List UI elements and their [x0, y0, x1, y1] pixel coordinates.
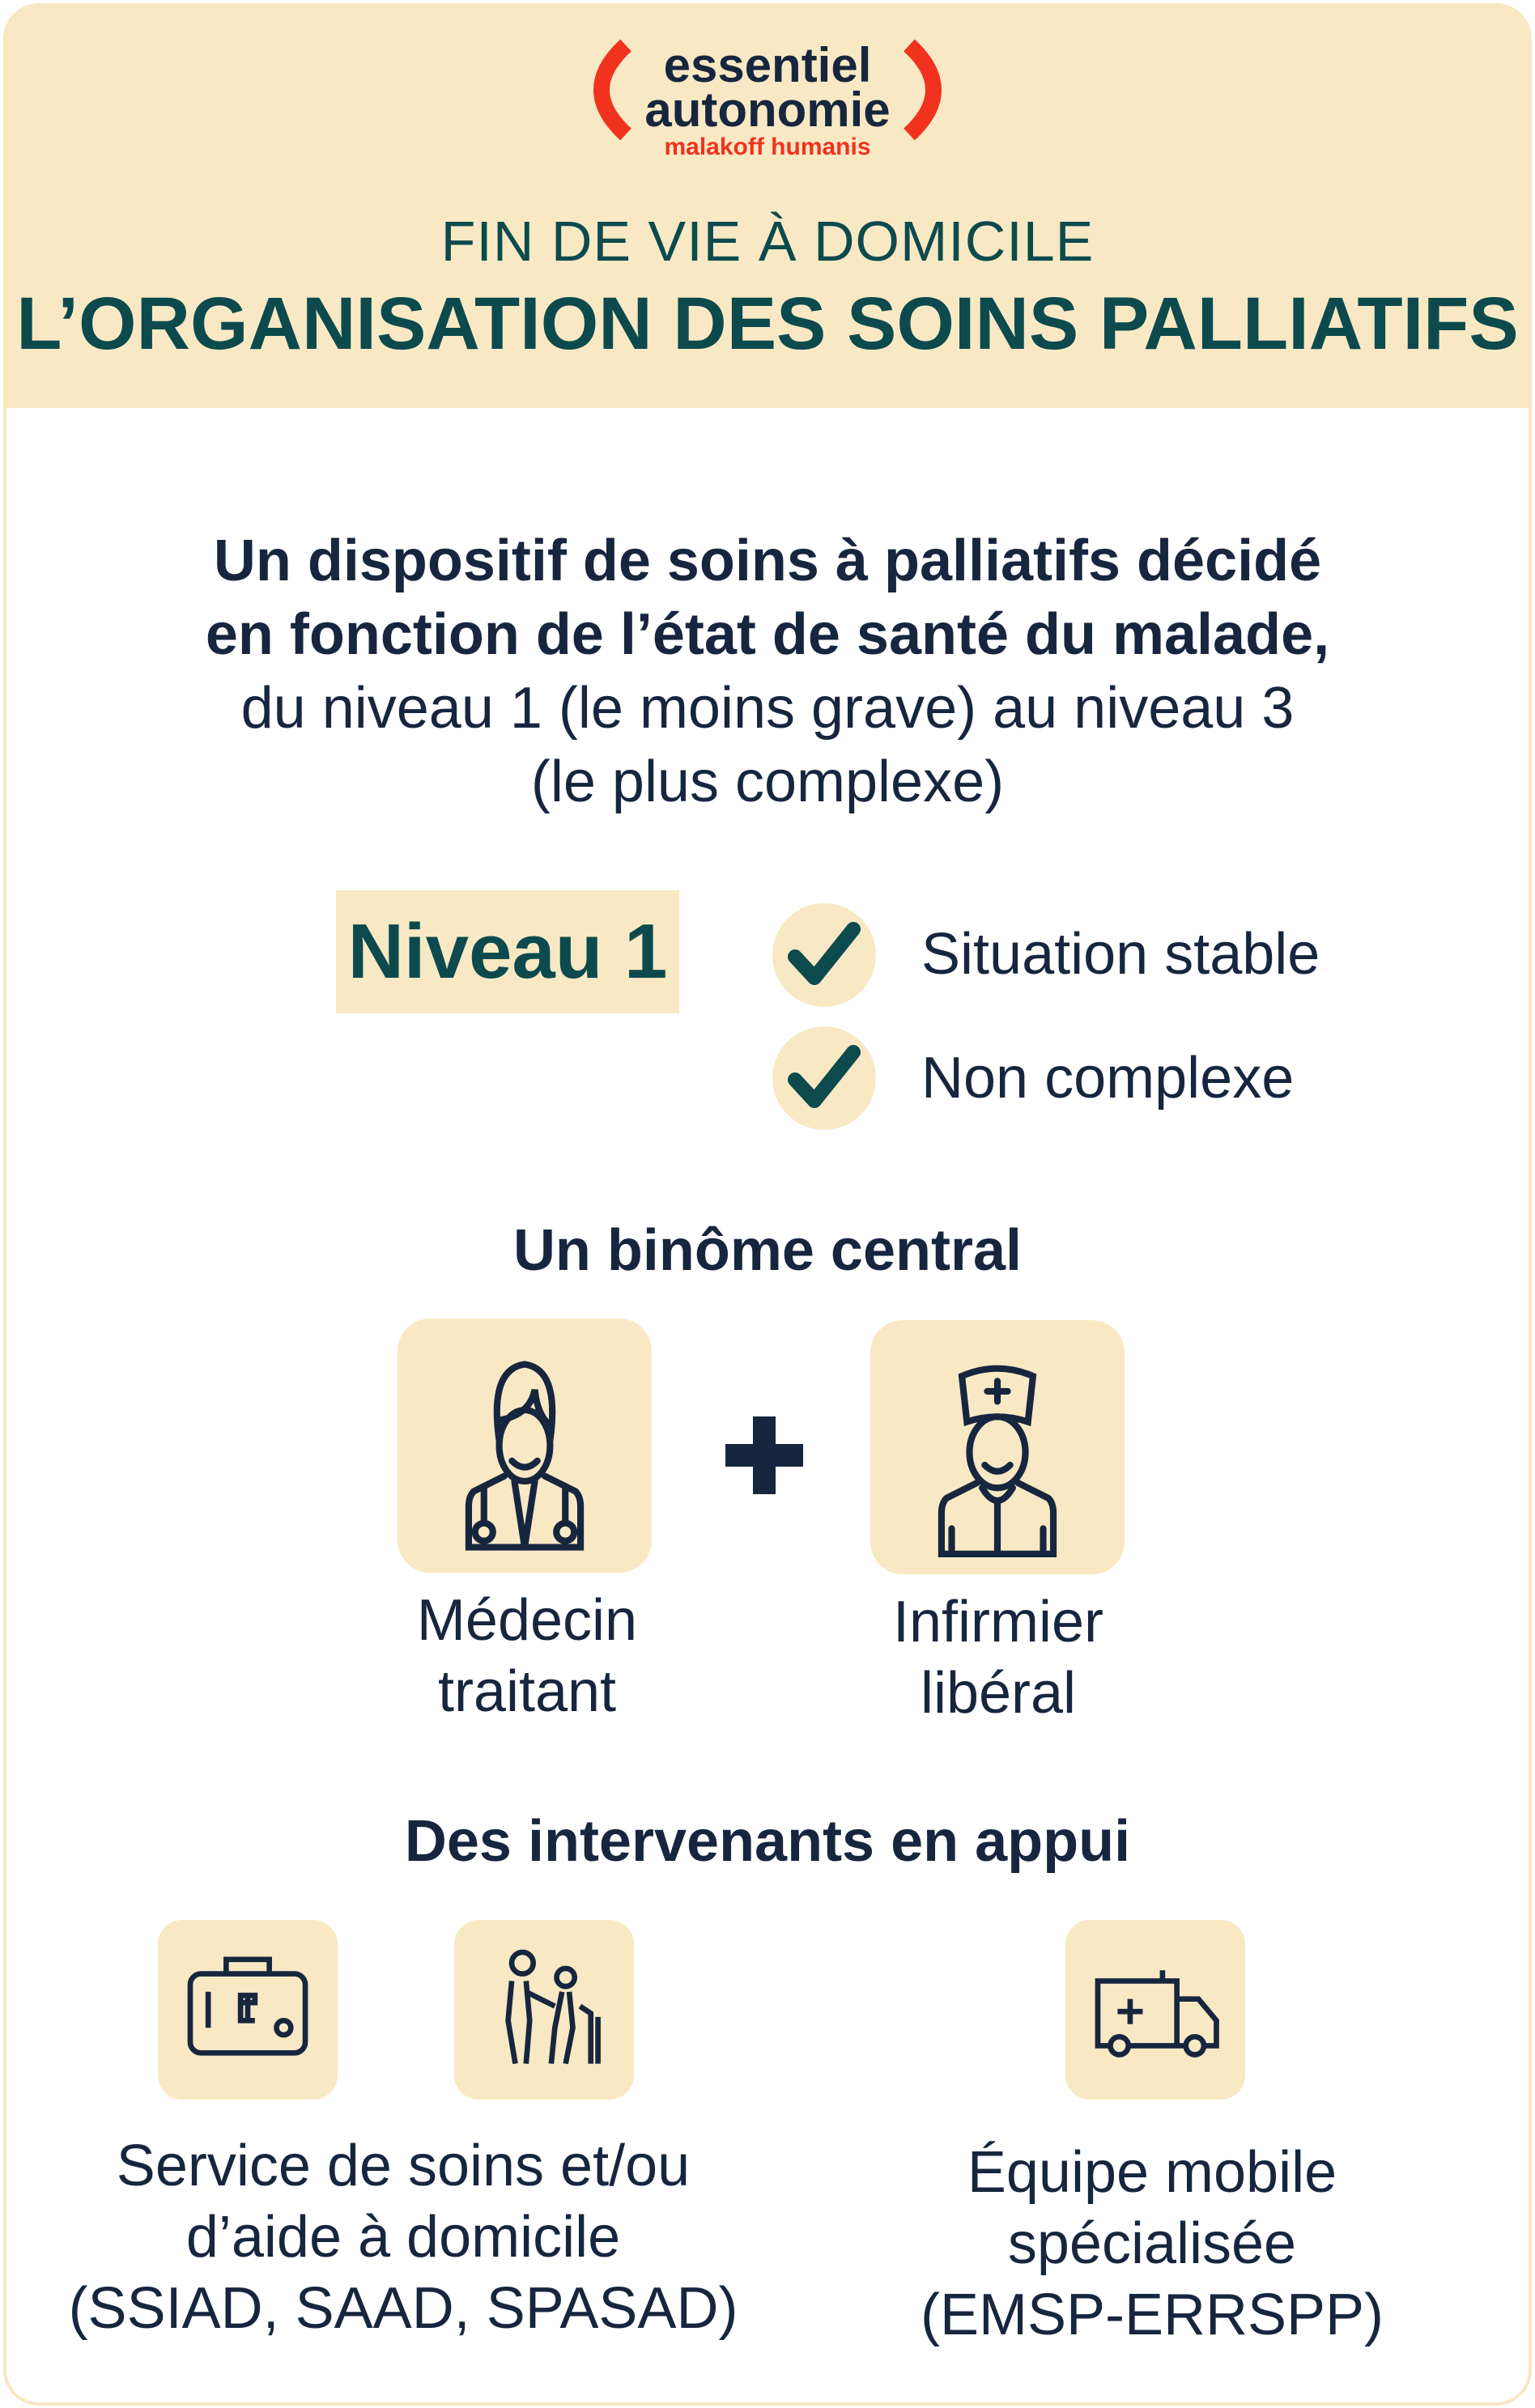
svg-text:malakoff humanis: malakoff humanis [664, 134, 871, 159]
ambulance-icon [1065, 1920, 1245, 2100]
page-title: L’ORGANISATION DES SOINS PALLIATIFS [16, 282, 1519, 365]
check-icon [772, 1026, 876, 1130]
nurse-label-1: Infirmier [892, 1590, 1103, 1654]
infographic-card [3, 3, 1532, 2406]
medical-bag-icon [158, 1920, 338, 2100]
support-heading: Des intervenants en appui [404, 1809, 1131, 1874]
header-kicker: FIN DE VIE À DOMICILE [440, 210, 1095, 273]
caregiver-elderly-icon [454, 1920, 634, 2100]
doctor-label-2: traitant [437, 1659, 617, 1724]
svg-text:essentiel: essentiel [663, 38, 872, 92]
intro-line-4: (le plus complexe) [530, 750, 1005, 814]
svg-text:autonomie: autonomie [644, 83, 891, 137]
mobile-team-line-1: Équipe mobile [967, 2140, 1337, 2205]
doctor-label-1: Médecin [416, 1588, 638, 1653]
plus-icon [725, 1416, 803, 1494]
nurse-label-2: libéral [920, 1661, 1077, 1726]
intro-bold-2: en fonction de l’état de santé du malade, [205, 602, 1330, 667]
essentiel-autonomie-logo [6, 29, 1529, 159]
home-service-line-3: (SSIAD, SAAD, SPASAD) [68, 2276, 738, 2341]
check-icon [772, 903, 876, 1007]
home-service-label [39, 2130, 768, 2344]
nurse-label [836, 1586, 1160, 1729]
mobile-team-line-2: spécialisée [1007, 2211, 1297, 2276]
mobile-team-label [816, 2137, 1488, 2351]
binome-heading: Un binôme central [512, 1218, 1023, 1283]
level-badge: Niveau 1 [336, 890, 679, 1013]
mobile-team-line-3: (EMSP-ERRSPP) [920, 2283, 1384, 2347]
home-service-line-2: d’aide à domicile [185, 2205, 621, 2270]
nurse-icon [870, 1320, 1125, 1574]
intro-text [6, 524, 1529, 819]
intro-bold-1: Un dispositif de soins à palliatifs décidé [213, 529, 1322, 593]
home-service-line-1: Service de soins et/ou [116, 2134, 691, 2198]
doctor-icon [398, 1319, 652, 1573]
doctor-label [365, 1585, 689, 1727]
intro-line-3: du niveau 1 (le moins grave) au niveau 3 [240, 676, 1295, 741]
criterion-stable: Situation stable [921, 922, 1320, 987]
criterion-non-complex: Non complexe [921, 1046, 1295, 1111]
